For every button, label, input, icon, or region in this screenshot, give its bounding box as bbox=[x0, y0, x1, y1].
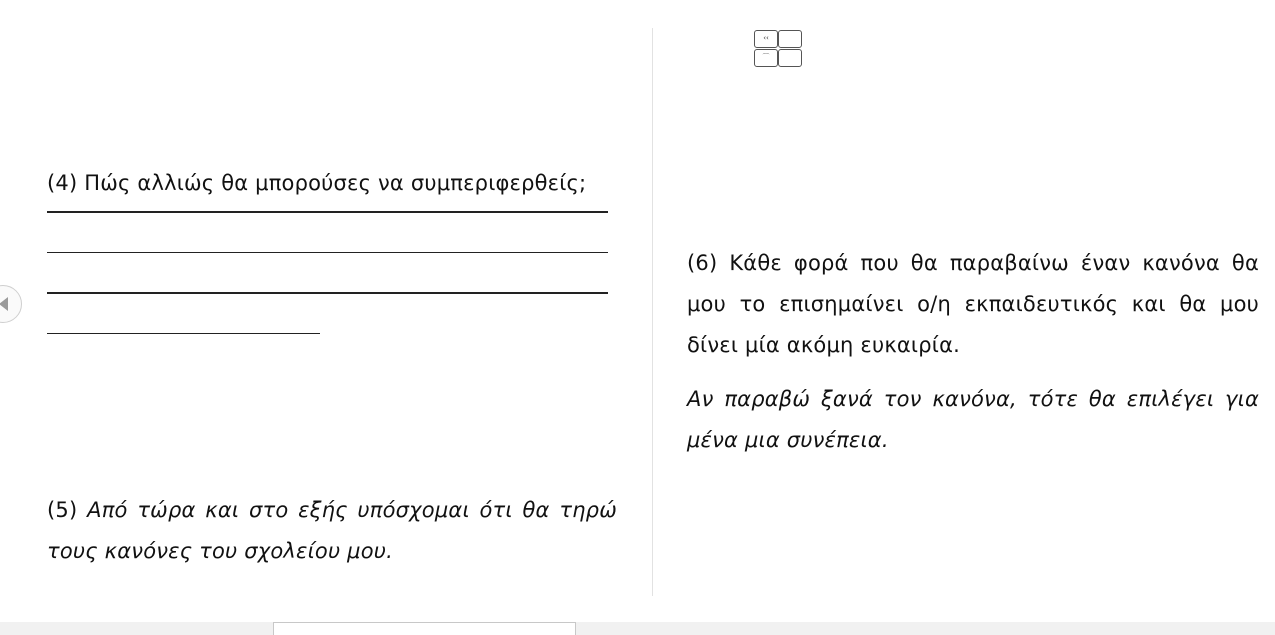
answer-line-3[interactable] bbox=[47, 292, 608, 294]
page-navigation-widget bbox=[754, 30, 804, 68]
question-4: (4) Πώς αλλιώς θα μπορούσες να συμπεριφερθείς; bbox=[47, 171, 587, 195]
answer-line-2[interactable] bbox=[47, 252, 608, 254]
nav-button-bottom-right[interactable] bbox=[778, 49, 802, 67]
column-divider bbox=[652, 28, 653, 596]
question-5 bbox=[47, 490, 617, 572]
bottom-toolbar bbox=[0, 622, 1275, 635]
answer-line-4[interactable] bbox=[47, 333, 320, 335]
answer-lines bbox=[47, 211, 617, 334]
nav-button-top-left[interactable]: ‹‹ bbox=[754, 30, 778, 48]
paragraph-6: (6) Κάθε φορά που θα παραβαίνω έναν κανόνα θα μου το επισημαίνει ο/η εκπαιδευτικός και θα μου δίνει μία ακόμη ευκαιρία. bbox=[687, 251, 1259, 357]
left-column bbox=[47, 163, 617, 334]
bottom-toolbar-field[interactable] bbox=[273, 622, 576, 635]
question-5-text: Από τώρα και στο εξής υπόσχομαι ότι θα τηρώ τους κανόνες του σχολείου μου. bbox=[47, 498, 617, 563]
answer-line-1[interactable] bbox=[47, 211, 608, 213]
right-column bbox=[687, 243, 1259, 461]
nav-button-bottom-left[interactable]: ⌒ bbox=[754, 49, 778, 67]
nav-button-top-right[interactable] bbox=[778, 30, 802, 48]
question-5-number: (5) bbox=[47, 498, 78, 522]
chevron-left-icon bbox=[0, 297, 8, 311]
paragraph-6-continued: Αν παραβώ ξανά τον κανόνα, τότε θα επιλέγει για μένα μια συνέπεια. bbox=[687, 387, 1259, 452]
